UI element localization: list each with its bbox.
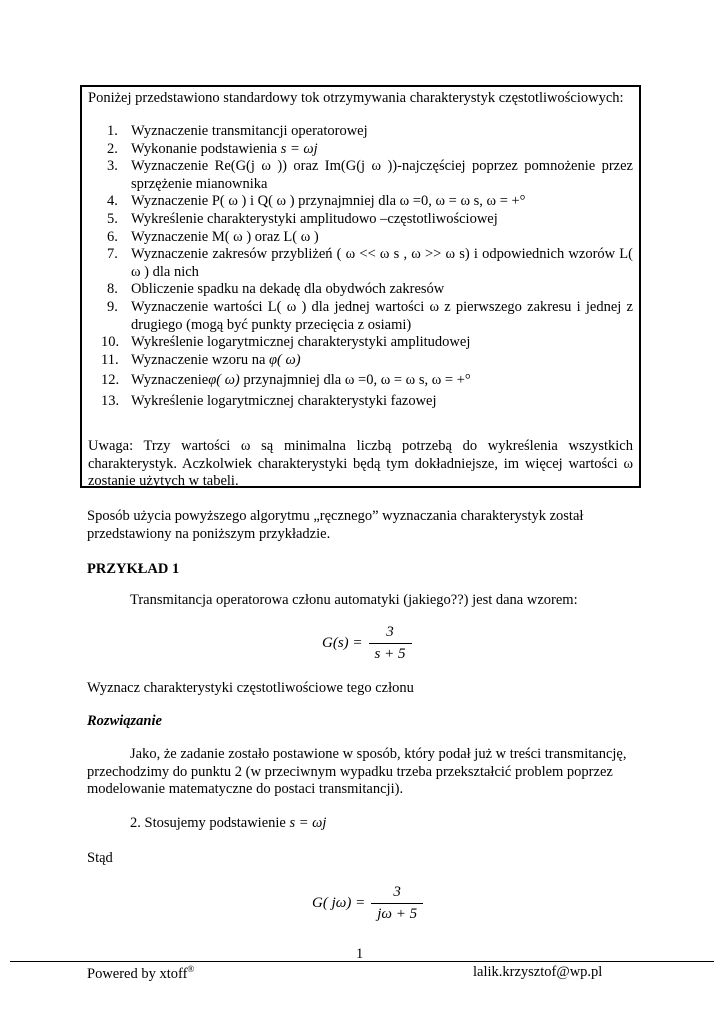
step-number: 12. [101,372,120,389]
step-number: 6. [107,228,118,245]
step-text: Wykreślenie logarytmicznej charakterystyki fazowej [131,392,437,409]
step-number: 3. [107,158,118,175]
step-text: Wyznaczenie wzoru na [131,351,270,368]
fraction-numerator: 3 [386,624,394,640]
registered-mark: ® [187,964,195,974]
step-text: Wyznaczenie Re(G(j ω )) oraz Im(G(j ω ))-najczęściej poprzez pomnożenie przez sprzężenie mianownika [131,158,633,192]
step-text: Wyznaczenie transmitancji operatorowej [131,123,368,139]
step-math: s = ωj [280,140,318,157]
fraction [369,624,412,663]
step-text: przynajmniej dla ω =0, ω = ω s, ω = +° [239,372,471,389]
step-number: 5. [107,210,118,227]
page-number: 1 [356,946,364,962]
list-item [88,246,633,281]
footer-email: lalik.krzysztof@wp.pl [473,964,603,980]
step-text: Wykreślenie logarytmicznej charakterystyki amplitudowej [131,334,471,351]
note-text: Uwaga: Trzy wartości ω są minimalna liczbą potrzebą do wykreślenia wszystkich charakterystyk. Aczkolwiek charakterystyki będą tym dokładniejsze, im więcej wartości ω zostanie użytych w tabeli. [88,438,633,490]
footer-credit-text: Powered by xtoff [87,965,188,982]
formula-lhs: G( jω) = [312,895,366,911]
step-number: 9. [107,298,118,315]
algorithm-box [80,85,641,488]
step-number: 8. [107,281,118,298]
list-item [88,352,633,370]
list-item [88,229,633,247]
paragraph-line: Jako, że zadanie zostało postawione w sposób, który podał już w treści transmitancję, [130,746,627,762]
list-item [88,393,633,411]
step-text: Wykreślenie charakterystyki amplitudowo –częstotliwościowej [131,210,498,227]
footer-credit [87,964,194,983]
step-math: φ( ω) [208,372,240,389]
fraction-denominator: jω + 5 [371,903,423,923]
step2-text: 2. Stosujemy podstawienie [130,815,290,831]
step-text: Wyznaczenie M( ω ) oraz L( ω ) [131,228,319,245]
step-text: Obliczenie spadku na dekadę dla obydwóch zakresów [131,281,445,298]
fraction [371,884,423,923]
list-item [88,141,633,159]
paragraph-line: przechodzimy do punktu 2 (w przeciwnym wypadku trzeba przekształcić problem poprzez [87,764,613,780]
box-intro: Poniżej przedstawiono standardowy tok otrzymywania charakterystyk częstotliwościowych: [88,90,624,106]
example-heading-text: PRZYKŁAD 1 [87,561,180,577]
list-item [88,211,633,229]
steps-list [88,123,633,411]
list-item [88,281,633,299]
formula-transfer-function [322,624,412,663]
list-item [88,193,633,211]
step-number: 13. [101,392,120,409]
list-item [88,372,633,390]
step-number: 2. [107,140,118,157]
stad-text: Stąd [87,850,113,866]
step-text: Wyznaczenie zakresów przybliżeń ( ω << ω s , ω >> ω s) i odpowiednich wzorów L( ω ) dla nich [131,246,633,280]
solution-heading [87,713,162,730]
step-number: 7. [107,246,118,263]
step-number: 11. [101,351,119,368]
step2-math: s = ωj [289,815,327,831]
footer-divider [10,961,714,962]
solution-heading-text: Rozwiązanie [87,713,162,729]
example-intro: Transmitancja operatorowa członu automatyki (jakiego??) jest dana wzorem: [130,592,578,608]
paragraph-line: Sposób użycia powyższego algorytmu „ręcznego” wyznaczania charakterystyk został [87,508,584,524]
step-text: Wykonanie podstawienia [131,140,281,157]
list-item [88,299,633,334]
list-item [88,334,633,352]
step-number: 1. [107,123,118,139]
fraction-denominator: s + 5 [369,643,412,663]
step-text: Wyznaczenie P( ω ) i Q( ω ) przynajmniej dla ω =0, ω = ω s, ω = +° [131,193,526,210]
formula-substituted [312,884,423,923]
list-item [88,123,633,141]
paragraph-line: modelowanie matematyczne do postaci transmitancji). [87,781,404,797]
example-heading [87,561,179,578]
step-text: Wyznaczenie [131,372,209,389]
task-text: Wyznacz charakterystyki częstotliwościowe tego członu [87,680,414,696]
step-math: φ( ω) [269,351,301,368]
paragraph-line: przedstawiony na poniższym przykładzie. [87,526,331,542]
list-item [88,158,633,193]
formula-lhs: G(s) = [322,635,363,651]
step2-line [130,815,326,832]
fraction-numerator: 3 [393,884,401,900]
step-number: 4. [107,193,118,210]
step-text: Wyznaczenie wartości L( ω ) dla jednej wartości ω z pierwszego zakresu i jednej z drugiego (mogą być punkty przecięcia z osiami) [131,298,633,333]
step-number: 10. [101,334,120,351]
